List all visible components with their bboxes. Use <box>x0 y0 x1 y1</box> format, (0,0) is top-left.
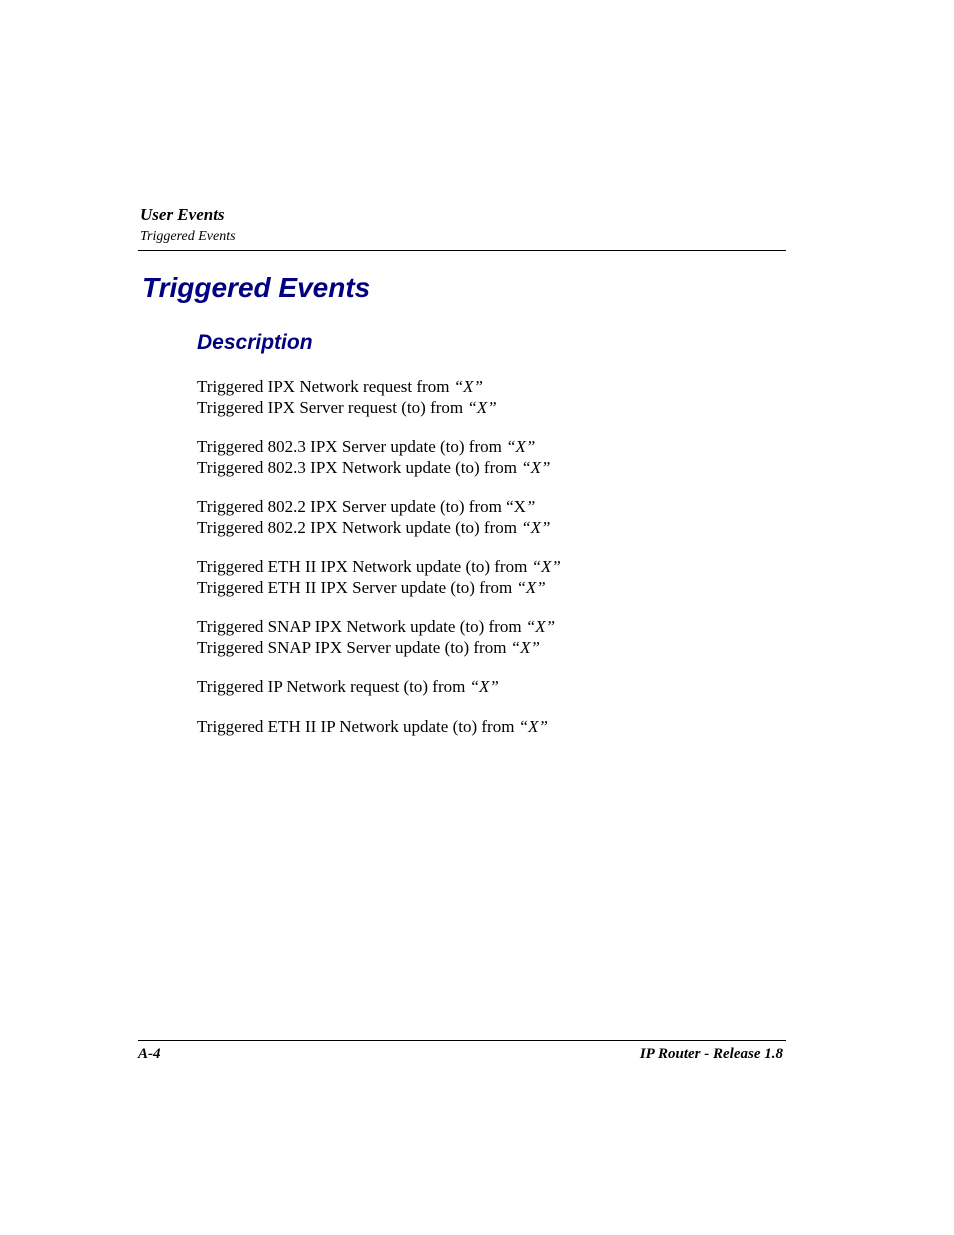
event-group <box>197 497 757 538</box>
page-title: Triggered Events <box>142 272 371 303</box>
event-source-placeholder: “X” <box>510 637 540 657</box>
event-line <box>197 617 757 638</box>
event-line <box>197 497 757 518</box>
event-text: Triggered IPX Server request (to) from <box>197 397 468 417</box>
event-source-placeholder: “X” <box>521 517 551 537</box>
event-source-placeholder: “X” <box>518 716 548 736</box>
page-number: A-4 <box>138 1046 161 1062</box>
event-group <box>197 677 757 698</box>
event-line <box>197 557 757 578</box>
event-text: Triggered 802.3 IPX Server update (to) from <box>197 437 507 456</box>
event-source-placeholder: “X” <box>453 377 483 396</box>
footer-rule <box>138 1040 786 1041</box>
event-text: Triggered ETH II IP Network update (to) from <box>197 716 519 736</box>
event-line <box>197 578 757 599</box>
event-text: Triggered IP Network request (to) from <box>197 677 470 696</box>
header-rule <box>138 250 786 251</box>
event-line <box>197 677 757 698</box>
event-group <box>197 437 757 478</box>
event-source-placeholder: “X” <box>467 397 497 417</box>
event-source-placeholder: “X” <box>506 437 536 456</box>
event-source-placeholder: “X” <box>531 557 561 576</box>
event-source-placeholder: ” <box>525 497 536 516</box>
event-text: Triggered 802.2 IPX Server update (to) from “X <box>197 497 526 516</box>
event-source-placeholder: “X” <box>516 577 546 597</box>
running-header-section: Triggered Events <box>140 229 236 244</box>
event-text: Triggered ETH II IPX Network update (to) from <box>197 557 532 576</box>
event-text: Triggered 802.3 IPX Network update (to) from <box>197 457 522 477</box>
event-line <box>197 717 757 738</box>
event-line <box>197 398 757 419</box>
event-group <box>197 377 757 418</box>
event-group <box>197 717 757 738</box>
event-line <box>197 518 757 539</box>
event-line <box>197 638 757 659</box>
event-source-placeholder: “X” <box>521 457 551 477</box>
event-line <box>197 458 757 479</box>
event-text: Triggered ETH II IPX Server update (to) from <box>197 577 517 597</box>
event-source-placeholder: “X” <box>525 617 556 636</box>
running-header-chapter: User Events <box>140 205 225 224</box>
event-group <box>197 557 757 598</box>
event-text: Triggered IPX Network request from <box>197 377 454 396</box>
event-line <box>197 377 757 398</box>
event-source-placeholder: “X” <box>469 677 499 696</box>
event-list <box>197 377 757 756</box>
event-line <box>197 437 757 458</box>
section-heading: Description <box>197 331 313 354</box>
event-group <box>197 617 757 658</box>
product-release: IP Router - Release 1.8 <box>639 1046 783 1062</box>
event-text: Triggered SNAP IPX Network update (to) from <box>197 617 526 636</box>
event-text: Triggered SNAP IPX Server update (to) from <box>197 637 511 657</box>
event-text: Triggered 802.2 IPX Network update (to) from <box>197 517 522 537</box>
